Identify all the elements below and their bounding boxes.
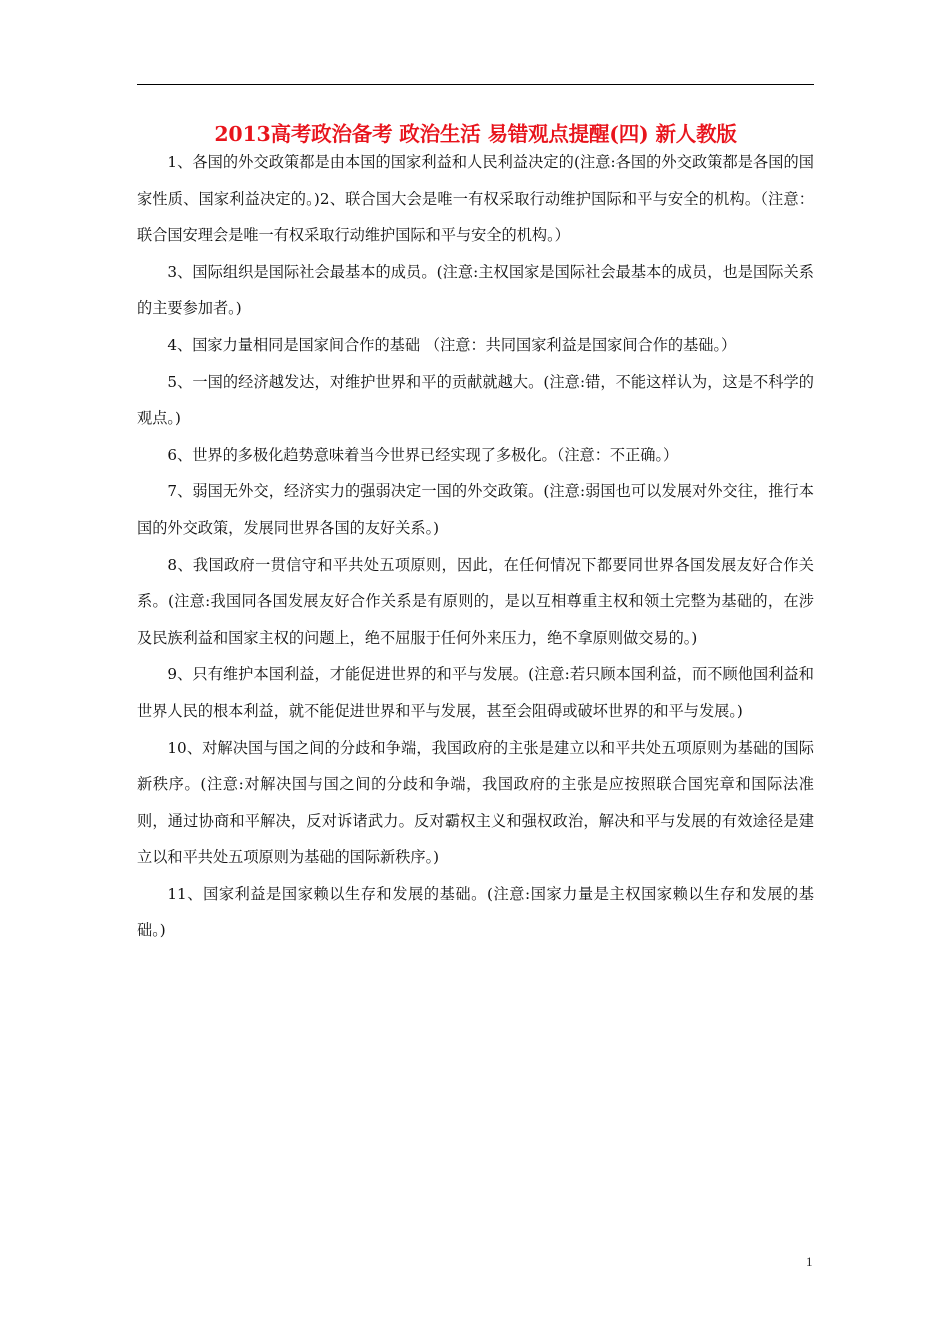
- page-number: 1: [806, 1254, 813, 1269]
- paragraph-8: 9、只有维护本国利益，才能促进世界的和平与发展。(注意:若只顾本国利益，而不顾他国利益和世界人民的根本利益，就不能促进世界和平与发展，甚至会阻碍或破坏世界的和平与发展。): [137, 665, 814, 720]
- paragraph-6: 7、弱国无外交，经济实力的强弱决定一国的外交政策。(注意:弱国也可以发展对外交往，推行本国的外交政策，发展同世界各国的友好关系。): [137, 482, 814, 537]
- header-rule: [137, 84, 814, 85]
- paragraph-3: 4、国家力量相同是国家间合作的基础 （注意：共同国家利益是国家间合作的基础。）: [167, 335, 737, 354]
- document-body: [137, 144, 814, 949]
- paragraph-7: 8、我国政府一贯信守和平共处五项原则，因此，在任何情况下都要同世界各国发展友好合作关系。(注意:我国同各国发展友好合作关系是有原则的，是以互相尊重主权和领土完整为基础的，在涉及民族利益和国家主权的问题上，绝不屈服于任何外来压力，绝不拿原则做交易的。): [137, 555, 814, 647]
- paragraph-2: 3、国际组织是国际社会最基本的成员。(注意:主权国家是国际社会最基本的成员，也是国际关系的主要参加者。): [137, 262, 814, 318]
- paragraph-1: 1、各国的外交政策都是由本国的国家利益和人民利益决定的(注意:各国的外交政策都是各国的国家性质、国家利益决定的。)2、联合国大会是唯一有权采取行动维护国际和平与安全的机构。（注意：联合国安理会是唯一有权采取行动维护国际和平与安全的机构。）: [137, 153, 814, 245]
- paragraph-4: 5、一国的经济越发达，对维护世界和平的贡献就越大。(注意:错，不能这样认为，这是不科学的观点。): [137, 372, 814, 428]
- paragraph-5: 6、世界的多极化趋势意味着当今世界已经实现了多极化。（注意：不正确。）: [167, 445, 679, 464]
- paragraph-10: 11、国家利益是国家赖以生存和发展的基础。(注意:国家力量是主权国家赖以生存和发展的基础。): [137, 884, 814, 940]
- paragraph-9: 10、对解决国与国之间的分歧和争端，我国政府的主张是建立以和平共处五项原则为基础的国际新秩序。(注意:对解决国与国之间的分歧和争端，我国政府的主张是应按照联合国宪章和国际法准则，通过协商和平解决，反对诉诸武力。反对霸权主义和强权政治，解决和平与发展的有效途径是建立以和平共处五项原则为基础的国际新秩序。): [137, 738, 814, 867]
- document-title: 2013高考政治备考 政治生活 易错观点提醒(四) 新人教版: [214, 122, 737, 146]
